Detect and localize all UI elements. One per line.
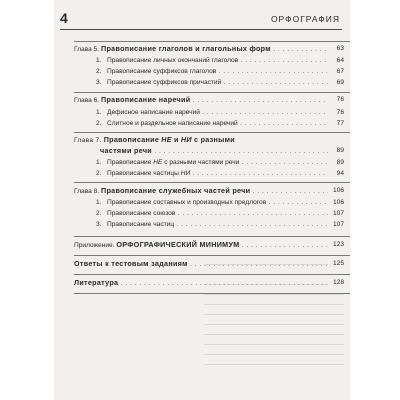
- page-ref: 63: [328, 43, 344, 54]
- toc-appendix[interactable]: Приложение. ОРФОГРАФИЧЕСКИЙ МИНИМУМ . . . 123: [74, 239, 344, 250]
- bleed-through: [204, 255, 344, 375]
- divider: [74, 182, 350, 183]
- divider: [74, 274, 350, 275]
- toc-item[interactable]: 3. Правописание частиц . . . 107: [96, 219, 344, 230]
- toc-item[interactable]: 2. Правописание суффиксов глаголов . . . 67: [96, 66, 344, 77]
- toc-item[interactable]: 2. Слитное и раздельное написание наречий . . . 77: [96, 118, 344, 129]
- chapter-title: Правописание служебных частей речи: [101, 186, 251, 195]
- chapter-title: Правописание наречий: [101, 95, 191, 104]
- divider: [74, 41, 350, 42]
- toc-chapter-7-cont[interactable]: частями речи . . . 89: [100, 145, 344, 156]
- toc-item[interactable]: 2. Правописание союзов . . . 107: [96, 208, 344, 219]
- chapter-title: Правописание глаголов и глагольных форм: [101, 44, 271, 53]
- toc-literature[interactable]: Литература . . . 128: [74, 277, 344, 288]
- toc-answers[interactable]: Ответы к тестовым заданиям . . . 125: [74, 258, 344, 269]
- toc-chapter-6[interactable]: Глава 6. Правописание наречий . . . 76: [74, 94, 344, 105]
- divider: [74, 236, 350, 237]
- toc-item[interactable]: 1. Правописание НЕ с разными частями речи . . . 89: [96, 157, 344, 168]
- divider: [74, 293, 350, 294]
- divider: [74, 255, 350, 256]
- divider: [74, 132, 350, 133]
- toc-item[interactable]: 1. Правописание составных и производных предлогов . . . 106: [96, 197, 344, 208]
- header-rule: [60, 29, 342, 30]
- toc-chapter-7[interactable]: Глава 7. Правописание НЕ и НИ с разными: [74, 135, 235, 144]
- toc-item[interactable]: 3. Правописание суффиксов причастий . . . 69: [96, 77, 344, 88]
- page-number: 4: [60, 10, 68, 26]
- book-page: [54, 0, 350, 400]
- toc-item[interactable]: 2. Правописание частицы НИ . . . 94: [96, 168, 344, 179]
- toc-item[interactable]: 1. Дефисное написание наречий . . . 76: [96, 107, 344, 118]
- toc-item[interactable]: 1. Правописание личных окончаний глаголов . . . 64: [96, 55, 344, 66]
- toc-chapter-8[interactable]: Глава 8. Правописание служебных частей речи . . . 106: [74, 185, 344, 196]
- divider: [74, 92, 350, 93]
- toc-chapter-5[interactable]: Глава 5. Правописание глаголов и глагольных форм . . . 63: [74, 43, 344, 54]
- running-header: ОРФОГРАФИЯ: [270, 14, 340, 24]
